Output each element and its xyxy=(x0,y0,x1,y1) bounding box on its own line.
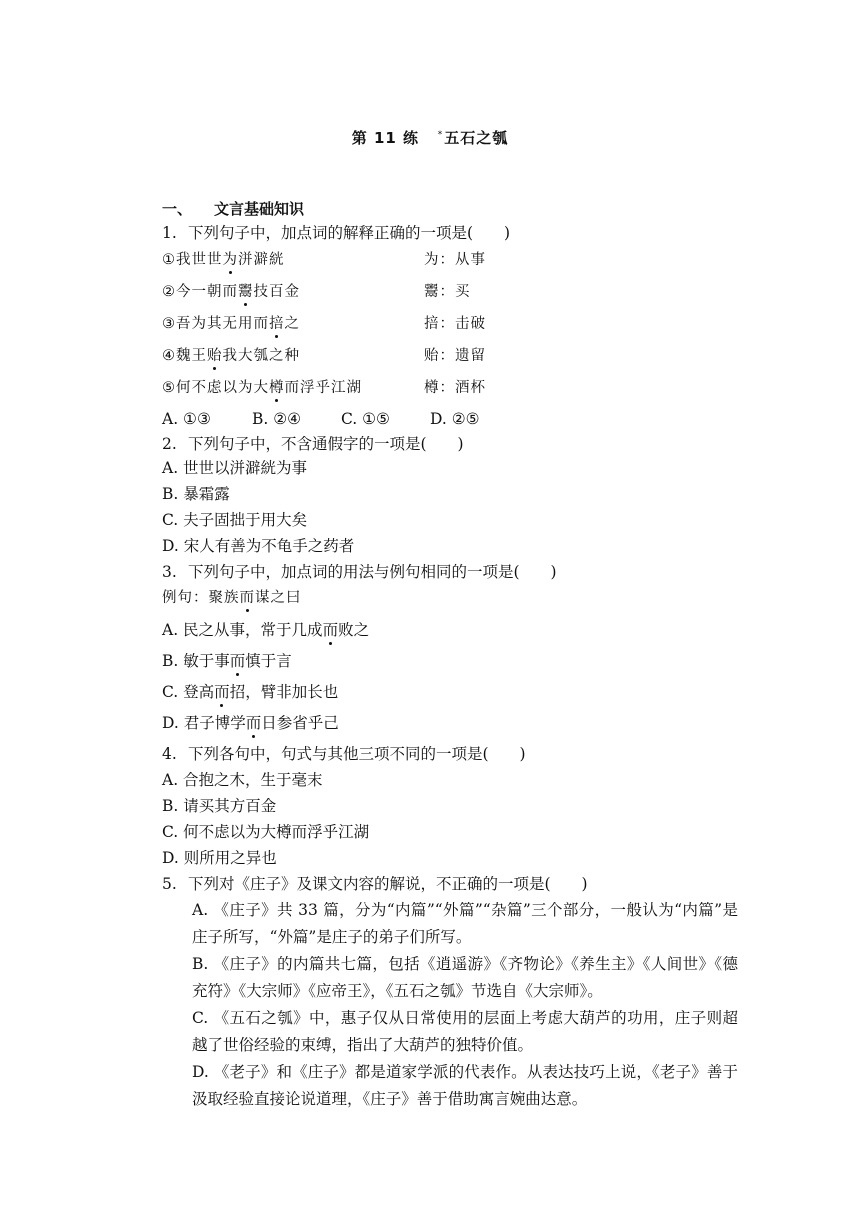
question-number: 5. xyxy=(162,875,177,893)
title-prefix: 第 11 练 xyxy=(351,129,420,147)
example-text: 例句：聚族 xyxy=(162,590,240,606)
example-sentence xyxy=(162,587,302,609)
option: A. 《庄子》共 33 篇，分为“内篇”“外篇”“杂篇”三个部分，一般认为“内篇”是庄子所写，“外篇”是庄子的弟子们所写。 xyxy=(192,901,738,946)
option: C. ①⑤ xyxy=(341,410,390,428)
item-text: ③吾为其无用而 xyxy=(162,316,269,332)
page-title xyxy=(0,127,860,148)
q1-item xyxy=(162,344,486,365)
item-gloss: 为：从事 xyxy=(424,252,486,268)
option: C. 何不虑以为大樽而浮乎江湖 xyxy=(162,823,370,841)
item-text: ④魏王 xyxy=(162,348,207,364)
option-text: 日参省乎己 xyxy=(261,714,339,732)
question-number: 3. xyxy=(162,563,177,581)
q1-options xyxy=(162,408,480,430)
example-text: 谋之曰 xyxy=(255,590,302,606)
dotted-word: 而 xyxy=(245,714,262,732)
option xyxy=(162,712,339,734)
option-text: A. 民之从事，常于几成 xyxy=(162,621,323,639)
item-text: 之 xyxy=(284,316,300,332)
item-text: ②今一朝而 xyxy=(162,284,238,300)
question-4-stem xyxy=(162,743,526,765)
option-text: 败之 xyxy=(338,621,370,639)
option-text: 慎于言 xyxy=(245,652,292,670)
question-3-stem xyxy=(162,561,557,583)
question-text: 下列对《庄子》及课文内容的解说，不正确的一项是( ) xyxy=(188,875,588,893)
option: D. 则所用之异也 xyxy=(162,849,277,867)
item-text: ①我世世 xyxy=(162,252,223,268)
option-text: 招，臂非加长也 xyxy=(229,683,339,701)
q5-options xyxy=(162,897,738,1113)
question-text: 下列各句中，句式与其他三项不同的一项是( ) xyxy=(188,745,526,763)
q1-item xyxy=(162,376,486,397)
dotted-word: 而 xyxy=(229,652,246,670)
option: A. 世世以洴澼絖为事 xyxy=(162,459,308,477)
option xyxy=(162,681,338,703)
item-text: 洴澼絖 xyxy=(238,252,285,268)
dotted-word: 而 xyxy=(214,683,230,701)
item-text: 技百金 xyxy=(253,284,300,300)
dotted-word: 贻 xyxy=(207,348,223,364)
option-text: D. 君子博学 xyxy=(162,714,246,732)
item-text: ⑤何不虑以为大 xyxy=(162,380,269,396)
option: D. 《老子》和《庄子》都是道家学派的代表作。从表达技巧上说，《老子》善于汲取经验直接论说道理，《庄子》善于借助寓言婉曲达意。 xyxy=(192,1063,738,1108)
question-2-stem xyxy=(162,433,464,455)
dotted-word: 樽 xyxy=(269,380,285,396)
dotted-word: 而 xyxy=(322,621,339,639)
item-gloss: 鬻：买 xyxy=(424,284,471,300)
section-label: 文言基础知识 xyxy=(214,200,305,218)
option: B. ②④ xyxy=(252,410,302,428)
option: B. 《庄子》的内篇共七篇，包括《逍遥游》《齐物论》《养生主》《人间世》《德充符》《大宗师》《应帝王》，《五石之瓠》节选自《大宗师》。 xyxy=(192,955,738,1000)
dotted-word: 而 xyxy=(239,590,255,606)
section-heading xyxy=(162,198,304,219)
q1-item xyxy=(162,248,486,269)
question-1-stem xyxy=(162,222,510,244)
question-number: 2. xyxy=(162,435,177,453)
option-text: B. 敏于事 xyxy=(162,652,230,670)
option: A. 合抱之木，生于毫末 xyxy=(162,771,323,789)
item-text: 我大瓠之种 xyxy=(222,348,300,364)
option: A. ①③ xyxy=(162,410,211,428)
option xyxy=(162,650,292,672)
item-gloss: 樽：酒杯 xyxy=(424,380,486,396)
option xyxy=(162,619,369,641)
option: D. ②⑤ xyxy=(430,410,480,428)
q1-item xyxy=(162,312,486,333)
option: C. 《五石之瓠》中，惠子仅从日常使用的层面上考虑大葫芦的功用，庄子则超越了世俗经验的束缚，指出了大葫芦的独特价值。 xyxy=(192,1009,738,1054)
q1-item xyxy=(162,280,471,301)
option: C. 夫子固拙于用大矣 xyxy=(162,511,308,529)
question-text: 下列句子中，不含通假字的一项是( ) xyxy=(188,435,464,453)
item-text: 而浮乎江湖 xyxy=(284,380,362,396)
dotted-word: 为 xyxy=(222,252,238,268)
option-text: C. 登高 xyxy=(162,683,215,701)
question-5-stem xyxy=(162,873,588,895)
dotted-word: 掊 xyxy=(269,316,285,332)
question-text: 下列句子中，加点词的用法与例句相同的一项是( ) xyxy=(188,563,557,581)
option: B. 请买其方百金 xyxy=(162,797,277,815)
item-gloss: 掊：击破 xyxy=(424,316,486,332)
option: D. 宋人有善为不龟手之药者 xyxy=(162,537,355,555)
item-gloss: 贻：遗留 xyxy=(424,348,486,364)
dotted-word: 鬻 xyxy=(238,284,254,300)
option: B. 暴霜露 xyxy=(162,485,230,503)
question-number: 4. xyxy=(162,745,177,763)
title-name: 五石之瓠 xyxy=(444,129,509,147)
title-mark: * xyxy=(437,130,444,140)
section-number: 一、 xyxy=(162,200,193,218)
question-text: 下列句子中，加点词的解释正确的一项是( ) xyxy=(188,224,511,242)
question-number: 1. xyxy=(162,224,177,242)
